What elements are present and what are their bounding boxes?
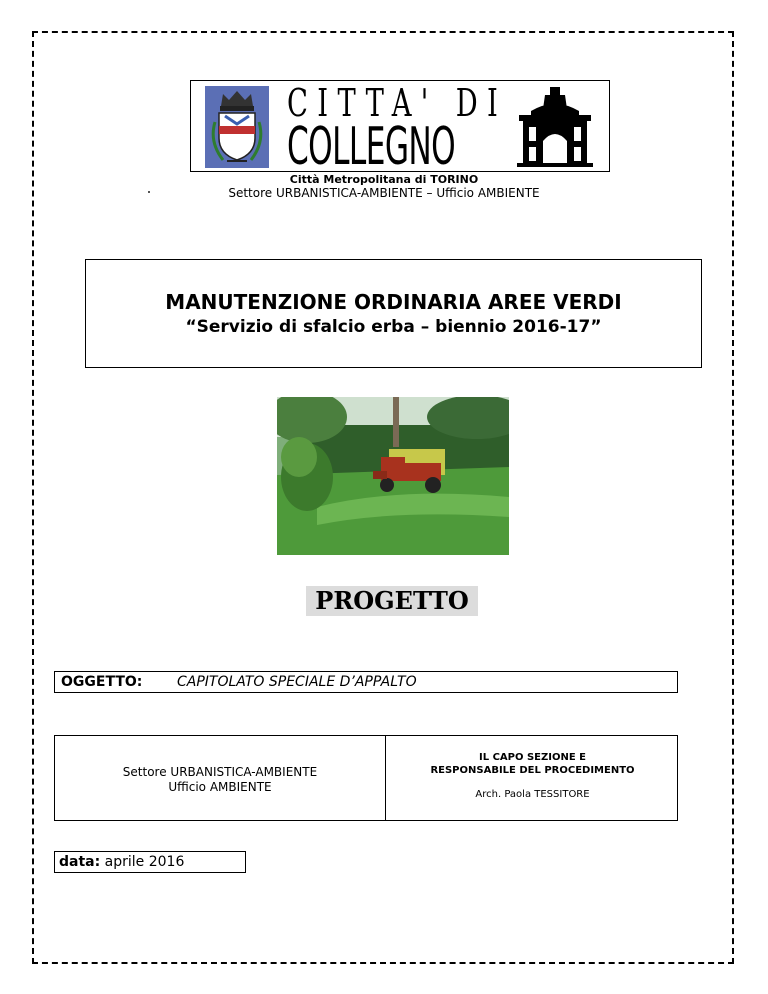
document-subtitle: “Servizio di sfalcio erba – biennio 2016-17” — [185, 317, 602, 337]
department-header: Settore URBANISTICA-AMBIENTE – Ufficio AMBIENTE — [228, 186, 540, 200]
logo-text-collegno: COLLEGNO — [287, 117, 456, 177]
signature-role — [386, 751, 679, 777]
subject-label: OGGETTO: — [61, 674, 143, 690]
city-logo — [190, 80, 610, 177]
logo-text-citta: CITTA' DI — [287, 81, 508, 125]
date-text — [59, 853, 184, 871]
role-line-2: RESPONSABILE DEL PROCEDIMENTO — [430, 765, 635, 776]
date-label: data: — [59, 854, 101, 870]
project-label: PROGETTO — [306, 586, 478, 616]
subject-value: CAPITOLATO SPECIALE D’APPALTO — [177, 674, 417, 690]
department-line-1: Settore URBANISTICA-AMBIENTE — [122, 765, 318, 779]
document-title: MANUTENZIONE ORDINARIA AREE VERDI — [165, 290, 622, 314]
city-gate-icon — [517, 87, 593, 167]
date-value: aprile 2016 — [104, 854, 185, 870]
lawn-mowing-photo — [277, 397, 509, 555]
department-line-2: Ufficio AMBIENTE — [168, 780, 272, 794]
subject-box — [54, 671, 678, 693]
signature-table — [54, 735, 678, 821]
signature-department — [55, 765, 385, 795]
signature-name: Arch. Paola TESSITORE — [475, 789, 590, 800]
metropolitan-city-label: Città Metropolitana di TORINO — [289, 173, 479, 186]
signature-divider — [385, 736, 386, 820]
date-box — [54, 851, 246, 873]
city-crest-icon — [205, 86, 269, 168]
title-box — [85, 259, 702, 368]
role-line-1: IL CAPO SEZIONE E — [479, 752, 586, 763]
